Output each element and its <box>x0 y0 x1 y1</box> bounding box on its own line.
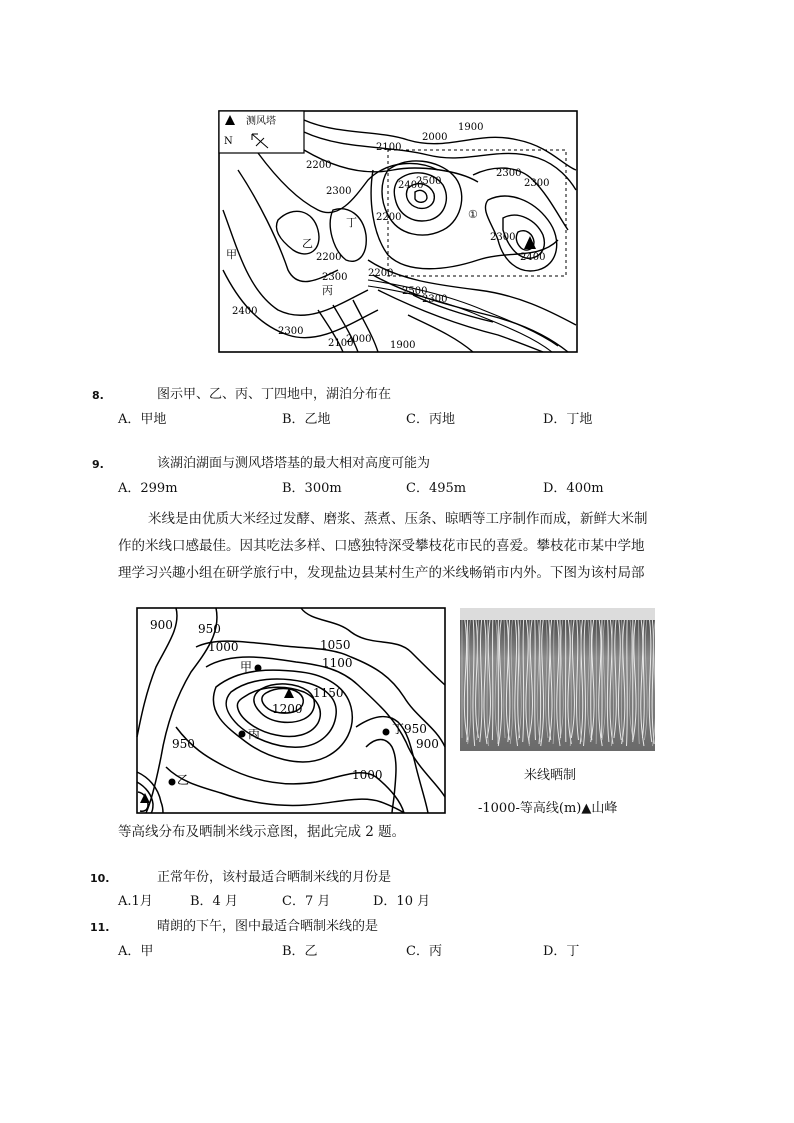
question-text: 图示甲、乙、丙、丁四地中，湖泊分布在 <box>157 387 392 402</box>
option-d[interactable]: D．丁 <box>543 944 580 959</box>
contour-map-village <box>136 607 446 814</box>
contour-label: 2300 <box>278 326 304 337</box>
label-circle1: ① <box>468 208 478 221</box>
option-a[interactable]: A．299m <box>118 481 178 496</box>
passage-line: 等高线分布及晒制米线示意图，据此完成 2 题。 <box>118 824 406 840</box>
contour-label: 1000 <box>208 640 239 654</box>
option-d[interactable]: D．400m <box>543 481 604 496</box>
map-legend-caption: -1000-等高线(m)▲山峰 <box>478 801 618 816</box>
contour-label: 2400 <box>232 306 258 317</box>
contour-label: 1200 <box>272 702 303 716</box>
option-b[interactable]: B．乙 <box>282 944 318 959</box>
contour-label: 2300 <box>496 168 522 179</box>
contour-label: 2200 <box>376 212 402 223</box>
contour-label: 2000 <box>346 334 372 345</box>
passage <box>118 506 678 587</box>
option-a[interactable]: A．甲 <box>118 944 154 959</box>
question-text: 该湖泊湖面与测风塔塔基的最大相对高度可能为 <box>157 456 431 471</box>
passage-line: 米线是由优质大米经过发酵、磨浆、蒸煮、压条、晾晒等工序制作而成，新鲜大米制 <box>148 511 648 527</box>
contour-label: 1050 <box>320 638 351 652</box>
contour-label: 900 <box>416 737 439 751</box>
option-a[interactable]: A.1月 <box>118 894 153 909</box>
passage-line: 理学习兴趣小组在研学旅行中，发现盐边县某村生产的米线畅销市内外。下图为该村局部 <box>118 565 645 581</box>
contour-label: 2000 <box>422 132 448 143</box>
label-ding: 丁950 <box>392 722 427 736</box>
contour-label: 2500 <box>416 176 442 187</box>
contour-label: 2500 <box>402 286 428 297</box>
contour-label: 900 <box>150 618 173 632</box>
photo-caption: 米线晒制 <box>524 768 577 783</box>
contour-label: 2200 <box>368 268 394 279</box>
contour-label: 2400 <box>398 180 424 191</box>
option-c[interactable]: C．丙地 <box>406 412 455 427</box>
contour-label: 1900 <box>458 122 484 133</box>
question-number: 9. <box>92 458 104 471</box>
topographic-map-wind-tower <box>218 110 578 353</box>
contour-label: 1900 <box>390 340 416 351</box>
contour-label: 2100 <box>376 142 402 153</box>
contour-label: 950 <box>198 622 221 636</box>
label-ding: 丁 <box>346 216 357 229</box>
option-b[interactable]: B．4 月 <box>190 894 238 909</box>
contour-label: 1000 <box>352 768 383 782</box>
option-c[interactable]: C．丙 <box>406 944 442 959</box>
rice-noodle-drying-photo <box>460 608 655 751</box>
passage-line: 作的米线口感最佳。因其吃法多样、口感独特深受攀枝花市民的喜爱。攀枝花市某中学地 <box>118 538 645 554</box>
north-label: N <box>224 136 233 147</box>
question-text: 正常年份，该村最适合晒制米线的月份是 <box>157 870 392 885</box>
contour-label: 950 <box>172 737 195 751</box>
contour-label: 2200 <box>306 160 332 171</box>
point-yi <box>169 779 176 786</box>
contour-label: 2300 <box>490 232 516 243</box>
point-ding <box>383 729 390 736</box>
option-b[interactable]: B．乙地 <box>282 412 331 427</box>
label-yi: 乙 <box>302 237 313 250</box>
option-d[interactable]: D．丁地 <box>543 412 593 427</box>
contour-label: 2200 <box>316 252 342 263</box>
contour-label: 1150 <box>313 686 344 700</box>
point-bing <box>239 731 246 738</box>
label-bing: 丙 <box>322 284 333 297</box>
contour-label: 2300 <box>524 178 550 189</box>
contour-label: 1100 <box>322 656 353 670</box>
label-jia: 甲 <box>240 660 253 674</box>
option-b[interactable]: B．300m <box>282 481 342 496</box>
point-jia <box>255 665 262 672</box>
question-number: 10. <box>90 872 110 885</box>
contour-label: 2300 <box>326 186 352 197</box>
option-d[interactable]: D．10 月 <box>373 894 431 909</box>
contour-label: 2300 <box>322 272 348 283</box>
contour-label: 2100 <box>328 338 354 349</box>
passage-end <box>118 819 678 846</box>
legend-label: 测风塔 <box>246 116 276 127</box>
option-c[interactable]: C．7 月 <box>282 894 331 909</box>
label-jia: 甲 <box>226 248 237 261</box>
question-text: 晴朗的下午，图中最适合晒制米线的是 <box>157 919 379 934</box>
question-number: 11. <box>90 921 110 934</box>
contour-label: 2300 <box>422 294 448 305</box>
label-yi: 乙 <box>177 773 190 787</box>
option-c[interactable]: C．495m <box>406 481 467 496</box>
question-number: 8. <box>92 389 104 402</box>
contour-label: 2400 <box>520 252 546 263</box>
label-bing: 丙 <box>248 727 261 741</box>
option-a[interactable]: A．甲地 <box>118 412 167 427</box>
